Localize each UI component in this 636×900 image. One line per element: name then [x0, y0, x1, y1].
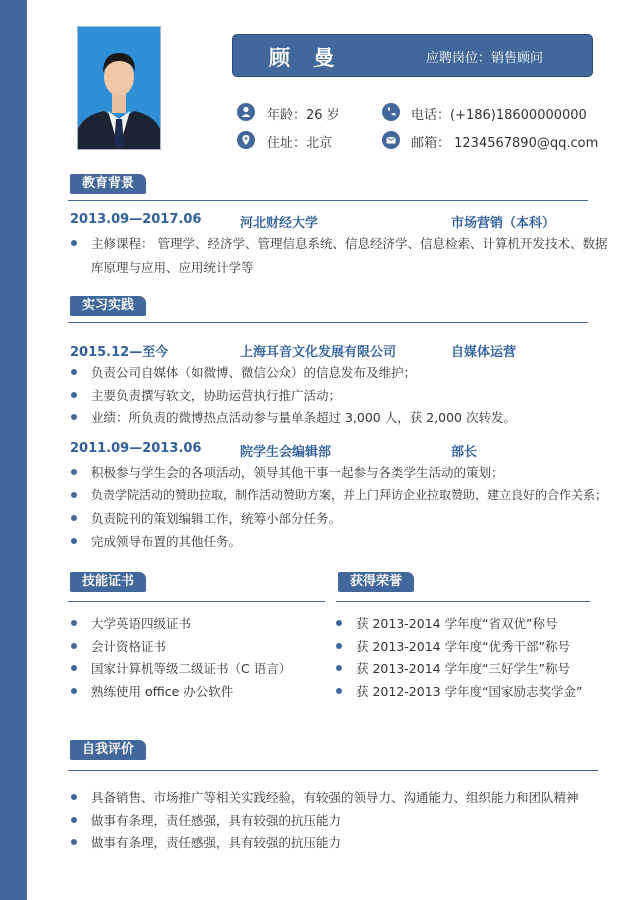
- portrait-illustration: [78, 27, 160, 149]
- bullet-dot: [71, 469, 77, 475]
- section-title-honors: 获得荣誉: [338, 572, 414, 592]
- list-item: 主要负责撰写软文，协助运营执行推广活动；: [91, 388, 342, 403]
- list-item: 获 2013-2014 学年度“优秀干部”称号: [356, 639, 571, 654]
- education-major: 市场营销（本科）: [451, 216, 556, 231]
- list-item: 获 2012-2013 学年度“国家励志奖学金”: [356, 684, 583, 699]
- list-item: 大学英语四级证书: [91, 616, 192, 631]
- bullet-dot: [336, 665, 342, 671]
- profile-photo: [77, 26, 161, 150]
- list-item: 负责院刊的策划编辑工作，统筹小部分任务。: [91, 511, 342, 526]
- section-title-skills: 技能证书: [70, 572, 146, 592]
- list-item: 具备销售、市场推广等相关实践经验，有较强的领导力、沟通能力、组织能力和团队精神: [91, 790, 579, 805]
- list-item: 获 2013-2014 学年度“三好学生”称号: [356, 661, 571, 676]
- job-org: 上海耳音文化发展有限公司: [240, 345, 397, 360]
- list-item: 业绩：所负责的微博热点活动参与量单条超过 3,000 人，获 2,000 次转发。: [91, 410, 516, 425]
- list-item: 做事有条理，责任感强，具有较强的抗压能力: [91, 813, 342, 828]
- job-role: 部长: [451, 445, 478, 460]
- bullet-dot: [71, 817, 77, 823]
- person-icon: [237, 103, 255, 121]
- candidate-name: 顾 曼: [269, 46, 343, 70]
- applied-position: 应聘岗位：销售顾问: [426, 51, 544, 66]
- age-text: 年龄：26 岁: [267, 108, 340, 123]
- education-courses-line1: 主修课程： 管理学、经济学、管理信息系统、信息经济学、信息检索、计算机开发技术、数据: [91, 236, 608, 251]
- bullet-dot: [336, 620, 342, 626]
- job-period: 2011.09—2013.06: [70, 441, 202, 456]
- phone-icon: [382, 103, 400, 121]
- bullet-dot: [336, 688, 342, 694]
- list-item: 获 2013-2014 学年度“省双优”称号: [356, 616, 558, 631]
- list-item: 做事有条理，责任感强，具有较强的抗压能力: [91, 835, 342, 850]
- bullet-dot: [71, 369, 77, 375]
- phone-text: 电话：(+186)18600000000: [411, 108, 587, 123]
- skills-divider: [68, 601, 325, 602]
- bullet-dot: [71, 515, 77, 521]
- bullet-dot: [71, 392, 77, 398]
- honors-divider: [336, 601, 590, 602]
- internship-divider: [68, 322, 588, 323]
- address-text: 住址：北京: [267, 136, 333, 151]
- bullet-dot: [71, 538, 77, 544]
- self-divider: [68, 770, 598, 771]
- job-period: 2015.12—至今: [70, 345, 169, 360]
- bullet-dot: [71, 492, 77, 498]
- bullet-dot: [71, 665, 77, 671]
- bullet-dot: [71, 839, 77, 845]
- bullet-dot: [71, 414, 77, 420]
- list-item: 熟练使用 office 办公软件: [91, 684, 234, 699]
- section-title-education: 教育背景: [70, 174, 146, 194]
- job-org: 院学生会编辑部: [240, 445, 332, 460]
- bullet-dot: [71, 620, 77, 626]
- list-item: 负责公司自媒体（如微博、微信公众）的信息发布及维护；: [91, 365, 417, 380]
- bullet-dot: [71, 643, 77, 649]
- name-banner: [232, 34, 593, 77]
- email-text: 邮箱： 1234567890@qq.com: [411, 136, 599, 151]
- job-role: 自媒体运营: [451, 345, 517, 360]
- bullet-dot: [71, 240, 77, 246]
- education-courses-line2: 库原理与应用、应用统计学等: [91, 260, 254, 275]
- list-item: 国家计算机等级二级证书（C 语言）: [91, 661, 292, 676]
- bullet-dot: [71, 794, 77, 800]
- list-item: 负责学院活动的赞助拉取，制作活动赞助方案，并上门拜访企业拉取赞助，建立良好的合作关系；: [91, 488, 608, 502]
- location-pin-icon: [237, 131, 255, 149]
- section-title-self: 自我评价: [70, 740, 146, 760]
- section-title-internship: 实习实践: [70, 296, 146, 316]
- mail-icon: [382, 131, 400, 149]
- list-item: 会计资格证书: [91, 639, 167, 654]
- list-item: 完成领导布置的其他任务。: [91, 534, 242, 549]
- bullet-dot: [336, 643, 342, 649]
- list-item: 积极参与学生会的各项活动，领导其他干事一起参与各类学生活动的策划；: [91, 465, 504, 480]
- education-period: 2013.09—2017.06: [70, 212, 202, 227]
- left-accent-stripe: [0, 0, 27, 900]
- bullet-dot: [71, 688, 77, 694]
- education-school: 河北财经大学: [240, 216, 319, 231]
- education-divider: [68, 200, 588, 201]
